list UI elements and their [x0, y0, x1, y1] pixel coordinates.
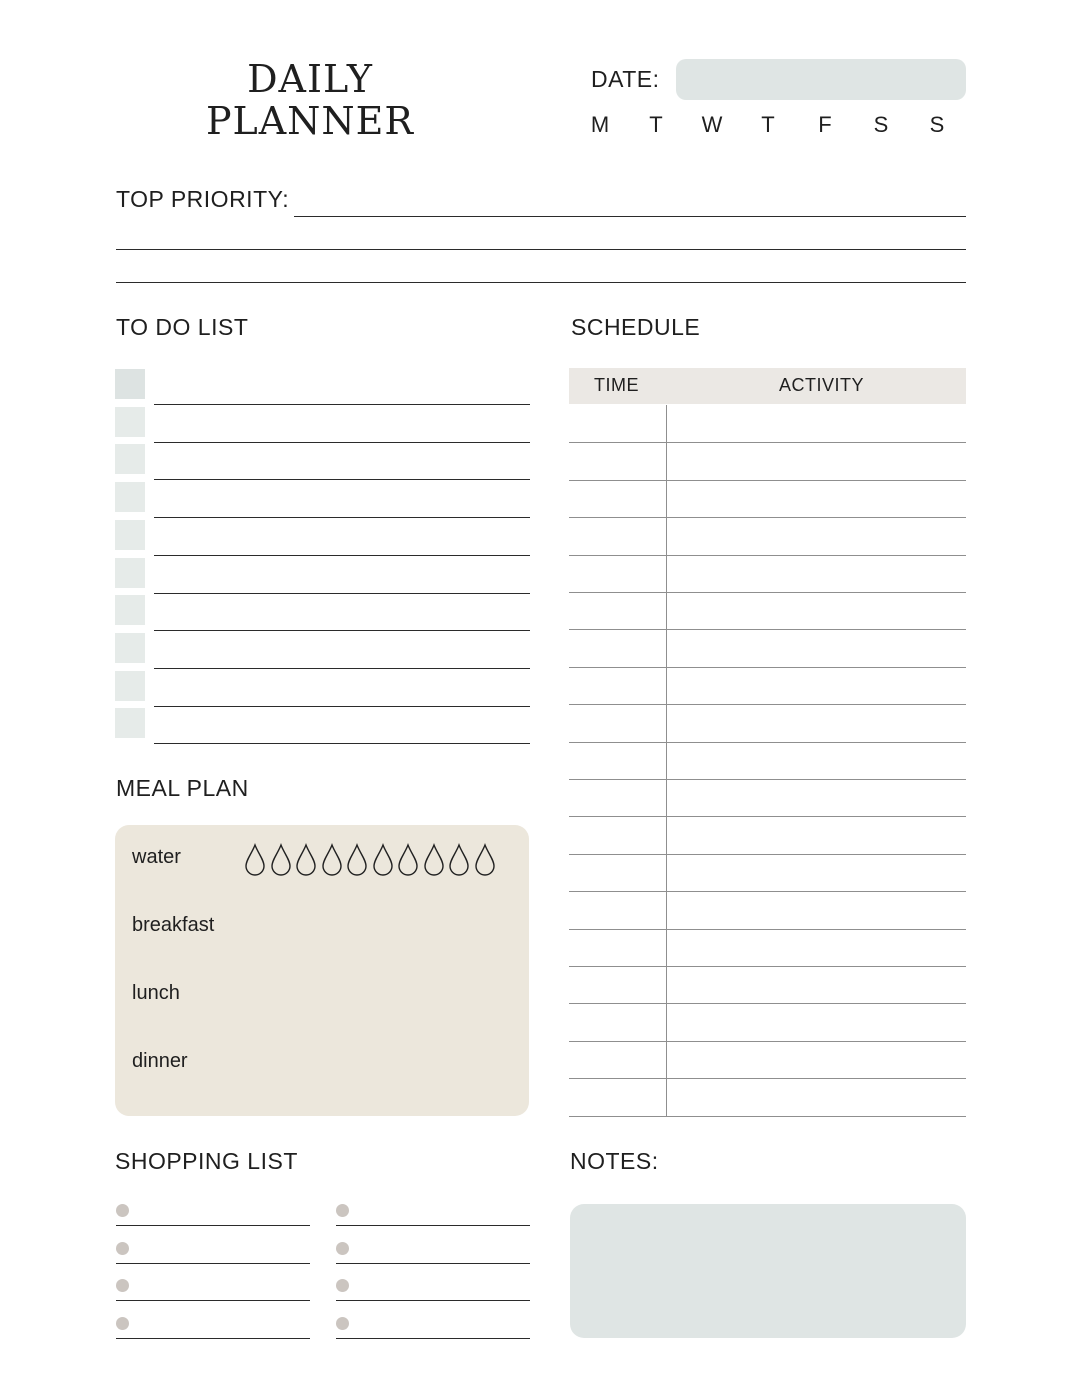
schedule-header: [569, 368, 966, 404]
dinner-label: dinner: [132, 1050, 188, 1072]
date-label: DATE:: [591, 66, 660, 92]
weekday-wednesday[interactable]: W: [701, 112, 723, 137]
schedule-row-line[interactable]: [569, 629, 966, 630]
shopping-line[interactable]: [116, 1263, 310, 1264]
water-drop-icon[interactable]: [448, 843, 470, 877]
todo-checkbox[interactable]: [115, 558, 145, 588]
todo-checkbox[interactable]: [115, 520, 145, 550]
shopping-line[interactable]: [116, 1225, 310, 1226]
schedule-row-line[interactable]: [569, 1078, 966, 1079]
title-line-1: DAILY: [247, 57, 373, 101]
page-title: [190, 58, 430, 142]
schedule-row-line[interactable]: [569, 555, 966, 556]
shopping-bullet-icon: [336, 1242, 349, 1255]
todo-checkbox[interactable]: [115, 708, 145, 738]
schedule-row-line[interactable]: [569, 816, 966, 817]
schedule-row-line[interactable]: [569, 1003, 966, 1004]
notes-title: NOTES:: [570, 1148, 659, 1174]
todo-line[interactable]: [154, 479, 530, 480]
shopping-bullet-icon: [336, 1279, 349, 1292]
schedule-title: SCHEDULE: [571, 314, 701, 340]
todo-line[interactable]: [154, 404, 530, 405]
top-priority-line-3[interactable]: [116, 282, 966, 283]
schedule-row-line[interactable]: [569, 966, 966, 967]
schedule-row-line[interactable]: [569, 891, 966, 892]
date-field[interactable]: [676, 59, 966, 100]
water-drop-icon[interactable]: [372, 843, 394, 877]
schedule-row-line[interactable]: [569, 929, 966, 930]
schedule-row-line[interactable]: [569, 667, 966, 668]
weekday-saturday[interactable]: S: [873, 112, 889, 137]
weekday-friday[interactable]: F: [818, 112, 832, 137]
schedule-row-line[interactable]: [569, 517, 966, 518]
schedule-row-line[interactable]: [569, 779, 966, 780]
weekday-thursday[interactable]: T: [761, 112, 775, 137]
water-label: water: [132, 846, 181, 868]
schedule-row-line[interactable]: [569, 1041, 966, 1042]
schedule-row-line[interactable]: [569, 854, 966, 855]
top-priority-line-2[interactable]: [116, 249, 966, 250]
schedule-row-line[interactable]: [569, 1116, 966, 1117]
shopping-list-title: SHOPPING LIST: [115, 1148, 298, 1174]
todo-checkbox[interactable]: [115, 407, 145, 437]
todo-line[interactable]: [154, 743, 530, 744]
shopping-line[interactable]: [116, 1338, 310, 1339]
lunch-label: lunch: [132, 982, 180, 1004]
water-drop-icon[interactable]: [423, 843, 445, 877]
water-drop-icon[interactable]: [474, 843, 496, 877]
shopping-bullet-icon: [116, 1279, 129, 1292]
todo-line[interactable]: [154, 442, 530, 443]
shopping-bullet-icon: [336, 1204, 349, 1217]
water-tracker: [244, 843, 499, 877]
weekday-sunday[interactable]: S: [929, 112, 945, 137]
shopping-bullet-icon: [116, 1204, 129, 1217]
weekday-tuesday[interactable]: T: [649, 112, 663, 137]
shopping-line[interactable]: [336, 1263, 530, 1264]
title-line-2: PLANNER: [205, 99, 415, 143]
water-drop-icon[interactable]: [244, 843, 266, 877]
todo-line[interactable]: [154, 706, 530, 707]
todo-checkbox[interactable]: [115, 444, 145, 474]
shopping-line[interactable]: [336, 1338, 530, 1339]
todo-checkbox[interactable]: [115, 369, 145, 399]
todo-checkbox[interactable]: [115, 482, 145, 512]
shopping-bullet-icon: [336, 1317, 349, 1330]
schedule-column-divider: [666, 405, 667, 1116]
shopping-bullet-icon: [116, 1317, 129, 1330]
meal-plan-title: MEAL PLAN: [116, 775, 249, 801]
top-priority-label: TOP PRIORITY:: [116, 186, 290, 212]
todo-line[interactable]: [154, 630, 530, 631]
todo-checkbox[interactable]: [115, 633, 145, 663]
shopping-line[interactable]: [336, 1225, 530, 1226]
schedule-row-line[interactable]: [569, 442, 966, 443]
todo-line[interactable]: [154, 555, 530, 556]
todo-checkbox[interactable]: [115, 595, 145, 625]
water-drop-icon[interactable]: [270, 843, 292, 877]
top-priority-line-1[interactable]: [294, 216, 966, 217]
shopping-line[interactable]: [116, 1300, 310, 1301]
notes-area[interactable]: [570, 1204, 966, 1338]
water-drop-icon[interactable]: [295, 843, 317, 877]
breakfast-label: breakfast: [132, 914, 215, 936]
water-drop-icon[interactable]: [346, 843, 368, 877]
schedule-row-line[interactable]: [569, 704, 966, 705]
schedule-time-header: TIME: [594, 375, 639, 395]
water-drop-icon[interactable]: [397, 843, 419, 877]
shopping-line[interactable]: [336, 1300, 530, 1301]
weekday-monday[interactable]: M: [590, 112, 610, 137]
schedule-row-line[interactable]: [569, 480, 966, 481]
todo-line[interactable]: [154, 517, 530, 518]
schedule-activity-header: ACTIVITY: [779, 375, 865, 395]
schedule-row-line[interactable]: [569, 592, 966, 593]
todo-line[interactable]: [154, 668, 530, 669]
todo-checkbox[interactable]: [115, 671, 145, 701]
schedule-row-line[interactable]: [569, 742, 966, 743]
shopping-bullet-icon: [116, 1242, 129, 1255]
todo-line[interactable]: [154, 593, 530, 594]
water-drop-icon[interactable]: [321, 843, 343, 877]
todo-title: TO DO LIST: [116, 314, 249, 340]
